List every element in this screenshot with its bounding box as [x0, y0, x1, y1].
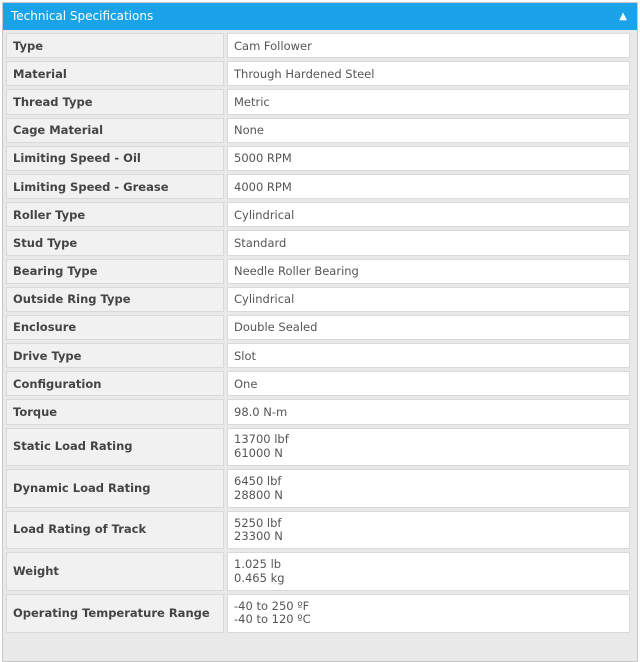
spec-value-line: 4000 RPM [234, 179, 292, 194]
spec-label: Material [6, 61, 224, 86]
spec-value-line: Cylindrical [234, 292, 295, 307]
spec-value-line: Standard [234, 235, 287, 250]
spec-value [227, 33, 630, 58]
spec-value [227, 343, 630, 368]
spec-value-line: 5000 RPM [234, 151, 292, 166]
spec-value [227, 428, 630, 467]
spec-value [227, 315, 630, 340]
spec-value [227, 287, 630, 312]
spec-label: Outside Ring Type [6, 287, 224, 312]
spec-value-line: Metric [234, 94, 270, 109]
spec-label: Enclosure [6, 315, 224, 340]
spec-label: Bearing Type [6, 259, 224, 284]
table-row [6, 343, 630, 368]
spec-value-line: 6450 lbf [234, 474, 282, 489]
spec-value [227, 202, 630, 227]
spec-label: Dynamic Load Rating [6, 469, 224, 508]
table-row [6, 61, 630, 86]
panel-header[interactable] [3, 3, 637, 30]
spec-value-line: 23300 N [234, 529, 283, 544]
spec-value-line: 13700 lbf [234, 432, 289, 447]
spec-label: Static Load Rating [6, 428, 224, 467]
table-row [6, 594, 630, 633]
spec-value-line: Slot [234, 348, 257, 363]
spec-label: Operating Temperature Range [6, 594, 224, 633]
spec-value [227, 469, 630, 508]
spec-value-line: Cylindrical [234, 207, 295, 222]
spec-value [227, 174, 630, 199]
spec-value-line: One [234, 376, 258, 391]
spec-value [227, 230, 630, 255]
table-row [6, 118, 630, 143]
table-row [6, 511, 630, 550]
spec-value [227, 552, 630, 591]
table-row [6, 230, 630, 255]
table-row [6, 287, 630, 312]
table-row [6, 259, 630, 284]
spec-label: Configuration [6, 371, 224, 396]
spec-value-line: -40 to 120 ºC [234, 612, 311, 627]
collapse-caret-icon[interactable]: ▲ [619, 11, 627, 22]
table-row [6, 146, 630, 171]
technical-specifications-panel [2, 2, 638, 662]
table-row [6, 371, 630, 396]
table-row [6, 428, 630, 467]
spec-value-line: -40 to 250 ºF [234, 598, 310, 613]
spec-value [227, 146, 630, 171]
spec-label: Limiting Speed - Grease [6, 174, 224, 199]
table-row [6, 315, 630, 340]
spec-label: Stud Type [6, 230, 224, 255]
table-row [6, 202, 630, 227]
spec-value [227, 61, 630, 86]
spec-value-line: Cam Follower [234, 38, 312, 53]
spec-label: Cage Material [6, 118, 224, 143]
spec-label: Weight [6, 552, 224, 591]
spec-label: Type [6, 33, 224, 58]
spec-value-line: 28800 N [234, 487, 283, 502]
spec-value-line: Through Hardened Steel [234, 66, 375, 81]
spec-value [227, 118, 630, 143]
spec-label: Torque [6, 399, 224, 424]
specs-table [3, 30, 633, 636]
spec-value [227, 594, 630, 633]
spec-value-line: Double Sealed [234, 320, 318, 335]
spec-value [227, 399, 630, 424]
spec-value [227, 89, 630, 114]
spec-label: Thread Type [6, 89, 224, 114]
spec-label: Load Rating of Track [6, 511, 224, 550]
panel-title: Technical Specifications [11, 9, 154, 23]
table-row [6, 399, 630, 424]
spec-value-line: 98.0 N-m [234, 405, 288, 420]
spec-value [227, 259, 630, 284]
spec-value-line: 5250 lbf [234, 515, 282, 530]
spec-value [227, 511, 630, 550]
spec-value-line: None [234, 123, 265, 138]
spec-value-line: 0.465 kg [234, 570, 285, 585]
table-row [6, 33, 630, 58]
spec-value-line: 1.025 lb [234, 557, 282, 572]
spec-value-line: Needle Roller Bearing [234, 264, 359, 279]
table-row [6, 469, 630, 508]
spec-label: Drive Type [6, 343, 224, 368]
table-row [6, 174, 630, 199]
spec-value-line: 61000 N [234, 445, 283, 460]
spec-label: Limiting Speed - Oil [6, 146, 224, 171]
table-row [6, 552, 630, 591]
spec-value [227, 371, 630, 396]
spec-label: Roller Type [6, 202, 224, 227]
table-row [6, 89, 630, 114]
